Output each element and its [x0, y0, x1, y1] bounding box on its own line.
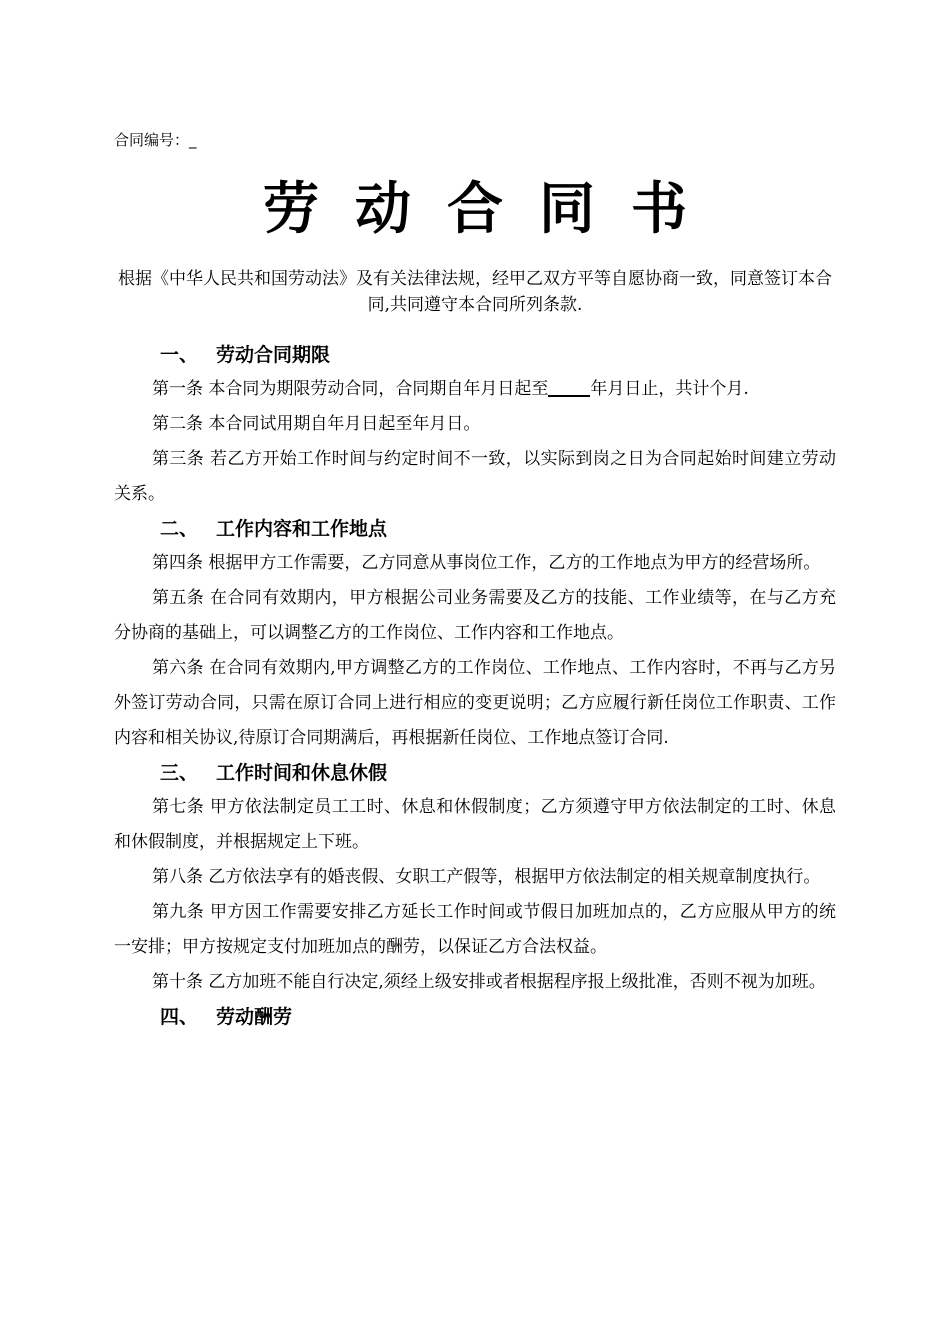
preamble-paragraph: 根据《中华人民共和国劳动法》及有关法律法规，经甲乙双方平等自愿协商一致，同意签订本合同,共同遵守本合同所列条款.: [118, 269, 832, 315]
article-text: 第一条 本合同为期限劳动合同，合同期自年月日起至: [152, 379, 549, 399]
article-paragraph: [114, 372, 836, 407]
section-title: 工作时间和休息休假: [216, 762, 388, 784]
section-number: 四、: [160, 1006, 199, 1028]
fill-in-blank: [548, 378, 590, 397]
contract-body: [114, 338, 836, 1034]
section-title: 工作内容和工作地点: [216, 518, 388, 540]
section-title: 劳动合同期限: [216, 344, 331, 366]
section-heading: [114, 756, 836, 790]
article-paragraph: 第九条 甲方因工作需要安排乙方延长工作时间或节假日加班加点的，乙方应服从甲方的统一安排；甲方按规定支付加班加点的酬劳，以保证乙方合法权益。: [114, 902, 836, 957]
section-number: 一、: [160, 344, 199, 366]
article-paragraph: 第七条 甲方依法制定员工工时、休息和休假制度；乙方须遵守甲方依法制定的工时、休息和休假制度，并根据规定上下班。: [114, 797, 836, 852]
section-number: 三、: [160, 762, 199, 784]
article-paragraph: 第六条 在合同有效期内,甲方调整乙方的工作岗位、工作地点、工作内容时，不再与乙方另外签订劳动合同，只需在原订合同上进行相应的变更说明；乙方应履行新任岗位工作职责、工作内容和相关协议,待原订合同期满后，再根据新任岗位、工作地点签订合同.: [114, 658, 836, 748]
article-paragraph: 第四条 根据甲方工作需要，乙方同意从事岗位工作，乙方的工作地点为甲方的经营场所。: [152, 553, 821, 573]
article-paragraph: 第五条 在合同有效期内，甲方根据公司业务需要及乙方的技能、工作业绩等，在与乙方充分协商的基础上，可以调整乙方的工作岗位、工作内容和工作地点。: [114, 588, 836, 643]
article-paragraph: 第二条 本合同试用期自年月日起至年月日。: [152, 414, 481, 434]
document-title: 劳动合同书: [263, 177, 723, 242]
section-heading: [114, 338, 836, 372]
contract-number-label: 合同编号：_: [114, 131, 197, 149]
article-text: 年月日止，共计个月.: [590, 379, 749, 399]
article-paragraph: 第八条 乙方依法享有的婚丧假、女职工产假等，根据甲方依法制定的相关规章制度执行。: [152, 867, 821, 887]
article-paragraph: 第三条 若乙方开始工作时间与约定时间不一致，以实际到岗之日为合同起始时间建立劳动关系。: [114, 449, 836, 504]
section-number: 二、: [160, 518, 199, 540]
article-paragraph: 第十条 乙方加班不能自行决定,须经上级安排或者根据程序报上级批准，否则不视为加班。: [152, 972, 826, 992]
section-heading: [114, 512, 836, 546]
section-title: 劳动酬劳: [216, 1006, 293, 1028]
section-heading: [114, 1000, 836, 1034]
